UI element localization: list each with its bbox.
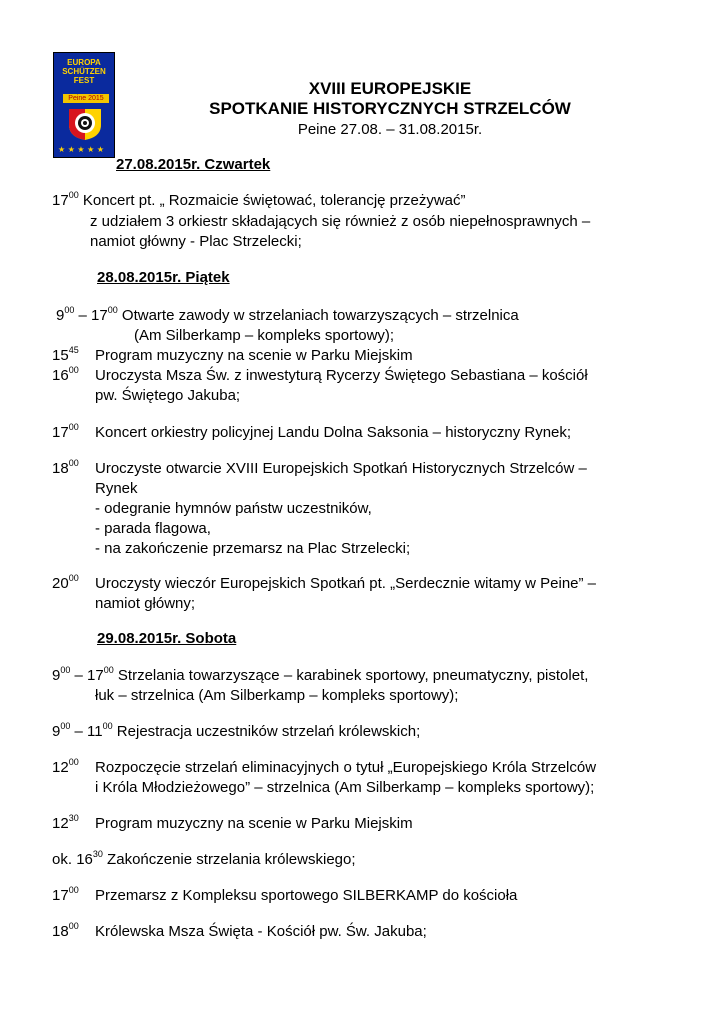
- event-line: $15^{45}$ Program muzyczny na scenie w Parku Miejskim: [52, 345, 413, 364]
- event-line: $12^{30}$ Program muzyczny na scenie w Parku Miejskim: [52, 813, 413, 832]
- day-heading-friday: 28.08.2015r. Piątek: [97, 269, 230, 286]
- day-heading-saturday: 29.08.2015r. Sobota: [97, 630, 237, 647]
- svg-text:★ ★ ★ ★ ★: ★ ★ ★ ★ ★: [58, 145, 105, 154]
- event-line: $17^{00}$ Koncert pt. „ Rozmaicie świętować, tolerancję przeżywać”: [52, 190, 466, 209]
- target-emblem-icon: [65, 105, 105, 141]
- event-line: ok. $16^{30}$ Zakończenie strzelania królewskiego;: [52, 849, 356, 868]
- event-continuation: z udziałem 3 orkiestr składających się również z osób niepełnosprawnych –: [90, 213, 591, 230]
- document-title-line-2: SPOTKANIE HISTORYCZNYCH STRZELCÓW: [209, 99, 571, 118]
- event-line: $16^{00}$ Uroczysta Msza Św. z inwestyturą Rycerzy Świętego Sebastiana – kościół: [52, 365, 588, 384]
- europa-schutzenfest-logo: [53, 52, 115, 158]
- event-continuation: pw. Świętego Jakuba;: [95, 387, 241, 404]
- event-continuation: i Króla Młodzieżowego” – strzelnica (Am Silberkamp – kompleks sportowy);: [95, 779, 595, 796]
- document-subtitle: Peine 27.08. – 31.08.2015r.: [297, 121, 483, 138]
- event-line: $20^{00}$ Uroczysty wieczór Europejskich Spotkań pt. „Serdecznie witamy w Peine” –: [52, 573, 597, 592]
- event-line: $12^{00}$ Rozpoczęcie strzelań eliminacyjnych o tytuł „Europejskiego Króla Strzelców: [52, 757, 597, 776]
- event-line: $18^{00}$ Królewska Msza Święta - Kościół pw. Św. Jakuba;: [52, 921, 427, 940]
- event-continuation: (Am Silberkamp – kompleks sportowy);: [134, 327, 395, 344]
- event-line: $9^{00} - 17^{00}$ Otwarte zawody w strzelaniach towarzyszących – strzelnica: [56, 305, 519, 324]
- logo-line-2: SCHÜTZEN: [62, 67, 106, 76]
- event-line: $17^{00}$ Przemarsz z Kompleksu sportowego SILBERKAMP do kościoła: [52, 885, 518, 904]
- event-continuation: - odegranie hymnów państw uczestników,: [95, 500, 372, 517]
- event-continuation: namiot główny - Plac Strzelecki;: [90, 233, 302, 250]
- event-line: $9^{00} - 11^{00}$ Rejestracja uczestników strzelań królewskich;: [52, 721, 421, 740]
- event-line: $9^{00} - 17^{00}$ Strzelania towarzyszące – karabinek sportowy, pneumatyczny, pistolet,: [52, 665, 589, 684]
- day-heading-thursday: 27.08.2015r. Czwartek: [116, 156, 271, 173]
- event-line: $18^{00}$ Uroczyste otwarcie XVIII Europejskich Spotkań Historycznych Strzelców –: [52, 458, 587, 477]
- event-continuation: łuk – strzelnica (Am Silberkamp – kompleks sportowy);: [95, 687, 459, 704]
- logo-year-badge: Peine 2015: [63, 94, 109, 103]
- stars-ring-icon: [54, 142, 114, 156]
- event-continuation: Rynek: [95, 480, 138, 497]
- event-continuation: - parada flagowa,: [95, 520, 211, 537]
- document-title-line-1: XVIII EUROPEJSKIE: [308, 79, 472, 98]
- logo-line-1: EUROPA: [67, 58, 101, 67]
- event-line: $17^{00}$ Koncert orkiestry policyjnej Landu Dolna Saksonia – historyczny Rynek;: [52, 422, 572, 441]
- logo-line-3: FEST: [73, 76, 95, 85]
- event-continuation: namiot główny;: [95, 595, 196, 612]
- event-continuation: - na zakończenie przemarsz na Plac Strzelecki;: [95, 540, 411, 557]
